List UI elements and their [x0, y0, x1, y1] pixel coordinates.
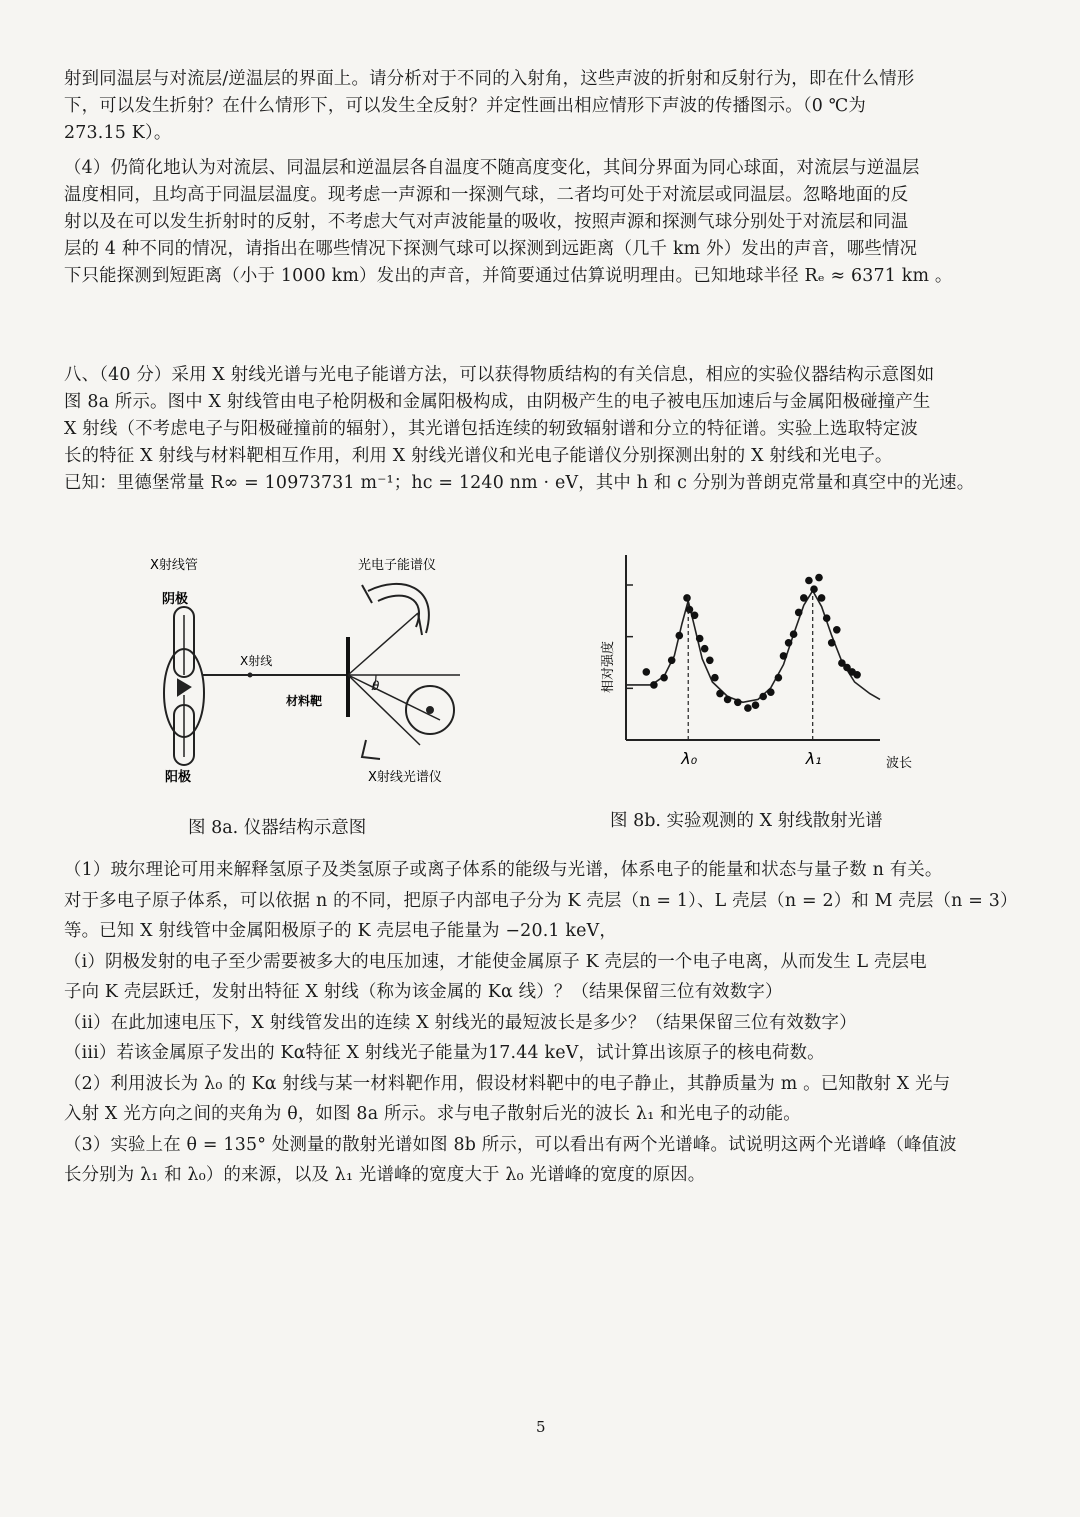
text-line: 层的 4 种不同的情况，请指出在哪些情况下探测气球可以探测到远距离（几千 km 外）发出的声音，哪些情况 — [64, 239, 918, 259]
label-target: 材料靶 — [286, 694, 323, 708]
data-point — [643, 668, 651, 676]
photoelectron-spectrometer-icon — [362, 584, 429, 635]
label-angle: θ — [372, 679, 380, 693]
text-line: 已知：里德堡常量 R∞ = 10973731 m⁻¹；hc = 1240 nm · eV，其中 h 和 c 分别为普朗克常量和真空中的光速。 — [64, 473, 975, 493]
data-point — [711, 674, 719, 682]
text-line: 射以及在可以发生折射时的反射，不考虑大气对声波能量的吸收，按照声源和探测气球分别处于对流层和同温 — [64, 212, 909, 232]
peak-markers — [680, 595, 821, 768]
data-point — [790, 630, 798, 638]
figure-8b-caption: 图 8b. 实验观测的 X 射线散射光谱 — [610, 811, 883, 831]
data-point — [676, 632, 684, 640]
text-line: 射到同温层与对流层/逆温层的界面上。请分析对于不同的入射角，这些声波的折射和反射行为，即在什么情形 — [64, 69, 915, 89]
figure-8a-caption: 图 8a. 仪器结构示意图 — [188, 818, 367, 838]
data-point — [752, 701, 760, 709]
data-point — [805, 577, 813, 585]
text-line: （1）玻尔理论可用来解释氢原子及类氢原子或离子体系的能级与光谱，体系电子的能量和状态与量子数 n 有关。 — [64, 860, 943, 880]
xray-tube-icon — [164, 607, 204, 765]
text-line: 下只能探测到短距离（小于 1000 km）发出的声音，并简要通过估算说明理由。已知地球半径 Rₑ ≈ 6371 km 。 — [64, 266, 953, 286]
text-line: 等。已知 X 射线管中金属阳极原子的 K 壳层电子能量为 −20.1 keV， — [64, 921, 618, 941]
label-xray-spectrometer: X射线光谱仪 — [368, 770, 442, 785]
data-point — [775, 674, 783, 682]
data-point — [660, 674, 668, 682]
figure-8b-spectrum-chart — [590, 545, 930, 780]
text-line: （iii）若该金属原子发出的 Kα特征 X 射线光子能量为17.44 keV，试计算出该原子的核电荷数。 — [64, 1043, 825, 1063]
data-point — [767, 688, 775, 696]
data-point — [701, 645, 709, 653]
data-points — [643, 574, 861, 712]
label-anode: 阳极 — [165, 770, 192, 785]
data-point — [853, 671, 861, 679]
data-point — [650, 681, 658, 689]
text-line: 温度相同，且均高于同温层温度。现考虑一声源和一探测气球，二者均可处于对流层或同温层。忽略地面的反 — [64, 185, 909, 205]
label-xray-tube: X射线管 — [150, 558, 198, 573]
data-point — [706, 657, 714, 665]
data-point — [668, 657, 676, 665]
text-line: （4）仍简化地认为对流层、同温层和逆温层各自温度不随高度变化，其间分界面为同心球面，对流层与逆温层 — [64, 158, 920, 178]
paragraph-problem8 — [64, 362, 1016, 497]
text-line: 入射 X 光方向之间的夹角为 θ，如图 8a 所示。求与电子散射后光的波长 λ₁ 和光电子的动能。 — [64, 1104, 801, 1124]
text-line: （ii）在此加速电压下，X 射线管发出的连续 X 射线光的最短波长是多少？（结果保留三位有效数字） — [64, 1012, 857, 1033]
data-point — [780, 652, 788, 660]
label-cathode: 阴极 — [162, 592, 189, 607]
text-line: （3）实验上在 θ = 135° 处测量的散射光谱如图 8b 所示，可以看出有两个光谱峰。试说明这两个光谱峰（峰值波 — [64, 1134, 957, 1155]
data-point — [686, 606, 694, 614]
data-point — [795, 609, 803, 617]
label-photoelectron-spectrometer: 光电子能谱仪 — [358, 558, 437, 573]
data-point — [716, 690, 724, 698]
text-line: 对于多电子原子体系，可以依据 n 的不同，把原子内部电子分为 K 壳层（n = 1）、L 壳层（n = 2）和 M 壳层（n = 3） — [64, 890, 1018, 911]
fit-curve-line — [626, 591, 880, 703]
text-line: 子向 K 壳层跃迁，发射出特征 X 射线（称为该金属的 Kα 线）？（结果保留三位有效数字） — [64, 982, 783, 1002]
data-point — [734, 699, 742, 707]
data-point — [833, 626, 841, 634]
data-point — [800, 594, 808, 602]
text-line: 八、（40 分）采用 X 射线光谱与光电子能谱方法，可以获得物质结构的有关信息，相应的实验仪器结构示意图如 — [64, 365, 935, 385]
x-axis-label: 波长 — [886, 756, 913, 771]
data-point — [785, 639, 793, 647]
text-line: X 射线（不考虑电子与阳极碰撞前的辐射），其光谱包括连续的轫致辐射谱和分立的特征谱。实验上选取特定波 — [64, 419, 918, 439]
data-point — [828, 639, 836, 647]
label-xray: X射线 — [240, 654, 273, 668]
paragraph-part4 — [64, 155, 1016, 290]
data-point — [691, 612, 699, 620]
data-point — [724, 696, 732, 704]
text-line: 下，可以发生折射？在什么情形下，可以发生全反射？并定性画出相应情形下声波的传播图示。（0 ℃为 — [64, 96, 866, 116]
paragraph-part3-continuation — [64, 66, 1016, 147]
data-point — [696, 635, 704, 643]
xray-spectrometer-icon — [362, 686, 454, 759]
text-line: 273.15 K）。 — [64, 123, 172, 143]
chart-axes — [626, 555, 880, 740]
data-point — [823, 614, 831, 622]
text-line: 图 8a 所示。图中 X 射线管由电子枪阴极和金属阳极构成，由阴极产生的电子被电压加速后与金属阳极碰撞产生 — [64, 392, 931, 412]
text-line: （2）利用波长为 λ₀ 的 Kα 射线与某一材料靶作用，假设材料靶中的电子静止，其静质量为 m 。已知散射 X 光与 — [64, 1073, 951, 1094]
text-line: 长的特征 X 射线与材料靶相互作用，利用 X 射线光谱仪和光电子能谱仪分别探测出射的 X 射线和光电子。 — [64, 446, 893, 466]
page-number: 5 — [536, 1418, 546, 1436]
text-line: （i）阴极发射的电子至少需要被多大的电压加速，才能使金属原子 K 壳层的一个电子电离，从而发生 L 壳层电 — [64, 951, 927, 972]
peak-label: λ₁ — [805, 749, 822, 768]
peak-label: λ₀ — [681, 749, 698, 768]
data-point — [818, 594, 826, 602]
data-point — [815, 574, 823, 582]
data-point — [683, 594, 691, 602]
data-point — [744, 704, 752, 712]
y-axis-label: 相对强度 — [601, 640, 616, 693]
data-point — [759, 693, 767, 701]
data-point — [810, 585, 818, 593]
figure-8a-apparatus — [140, 545, 480, 790]
paragraph-subquestions — [64, 855, 1016, 1191]
fit-curve — [626, 591, 880, 703]
text-line: 长分别为 λ₁ 和 λ₀）的来源，以及 λ₁ 光谱峰的宽度大于 λ₀ 光谱峰的宽度的原因。 — [64, 1165, 706, 1185]
